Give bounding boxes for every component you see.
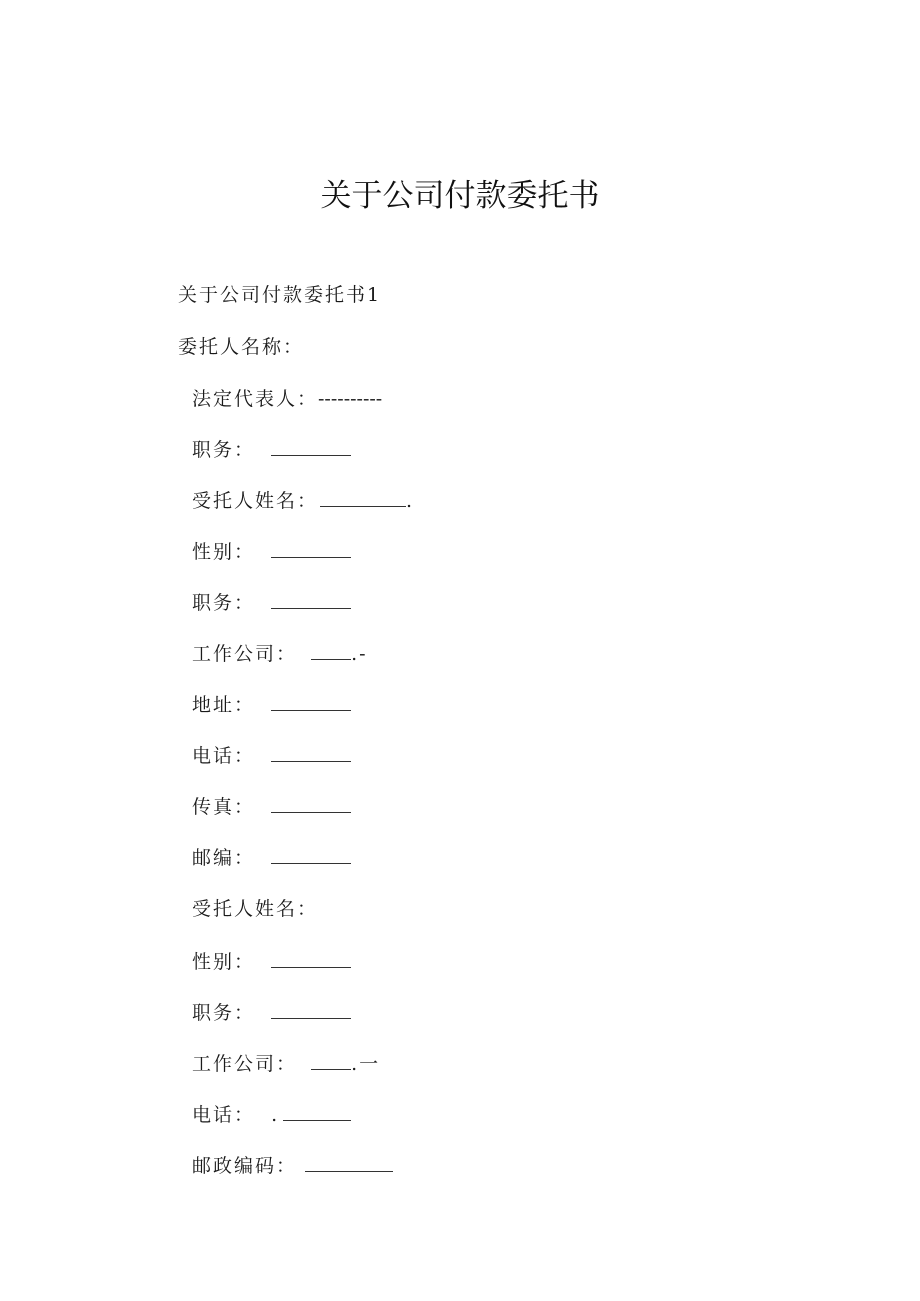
document-title: 关于公司付款委托书 [320, 178, 600, 214]
position-line [192, 591, 351, 615]
field-label: 工作公司： [192, 643, 298, 665]
agent-name-line [192, 897, 318, 921]
field-label: 性别： [192, 951, 256, 973]
blank-field[interactable] [320, 490, 406, 507]
blank-field[interactable] [305, 1155, 393, 1172]
gender-line [192, 950, 351, 974]
blank-field[interactable] [271, 796, 351, 813]
field-label: 工作公司： [192, 1053, 298, 1075]
field-label: 法定代表人： [192, 388, 319, 410]
legal-representative-line [192, 387, 382, 411]
field-label: 电话： [192, 1104, 256, 1126]
fax-line [192, 795, 351, 819]
blank-field[interactable] [271, 745, 351, 762]
phone-line [192, 1103, 351, 1127]
blank-field[interactable] [311, 643, 351, 660]
blank-field[interactable] [271, 694, 351, 711]
field-label: 电话： [192, 745, 256, 767]
field-label: 地址： [192, 694, 256, 716]
field-label: 邮编： [192, 847, 256, 869]
position-line [192, 438, 351, 462]
company-line [192, 1052, 380, 1076]
field-label: 职务： [192, 592, 256, 614]
field-suffix: .- [351, 643, 368, 665]
field-label: 性别： [192, 541, 256, 563]
blank-field[interactable] [271, 592, 351, 609]
field-suffix: .一 [351, 1053, 381, 1075]
position-line [192, 1001, 351, 1025]
blank-field[interactable] [271, 951, 351, 968]
field-label: 职务： [192, 439, 256, 461]
company-line [192, 642, 368, 666]
blank-field[interactable] [271, 439, 351, 456]
postcode-line [192, 846, 351, 870]
field-label: 受托人姓名： [192, 490, 319, 512]
document-subtitle: 关于公司付款委托书1 [178, 284, 382, 306]
field-label: 传真： [192, 796, 256, 818]
address-line [192, 693, 351, 717]
field-suffix: . [406, 490, 415, 512]
blank-field[interactable] [271, 541, 351, 558]
phone-line [192, 744, 351, 768]
gender-line [192, 540, 351, 564]
field-prefix: . [271, 1104, 280, 1126]
agent-name-line [192, 489, 414, 513]
blank-field[interactable] [311, 1053, 351, 1070]
blank-field[interactable] [271, 847, 351, 864]
zip-code-line [192, 1154, 393, 1178]
field-label: 受托人姓名： [192, 898, 319, 920]
principal-name-label: 委托人名称： [178, 336, 305, 358]
dashed-blank: ---------- [318, 388, 383, 410]
field-label: 邮政编码： [192, 1155, 298, 1177]
blank-field[interactable] [283, 1104, 351, 1121]
blank-field[interactable] [271, 1002, 351, 1019]
field-label: 职务： [192, 1002, 256, 1024]
